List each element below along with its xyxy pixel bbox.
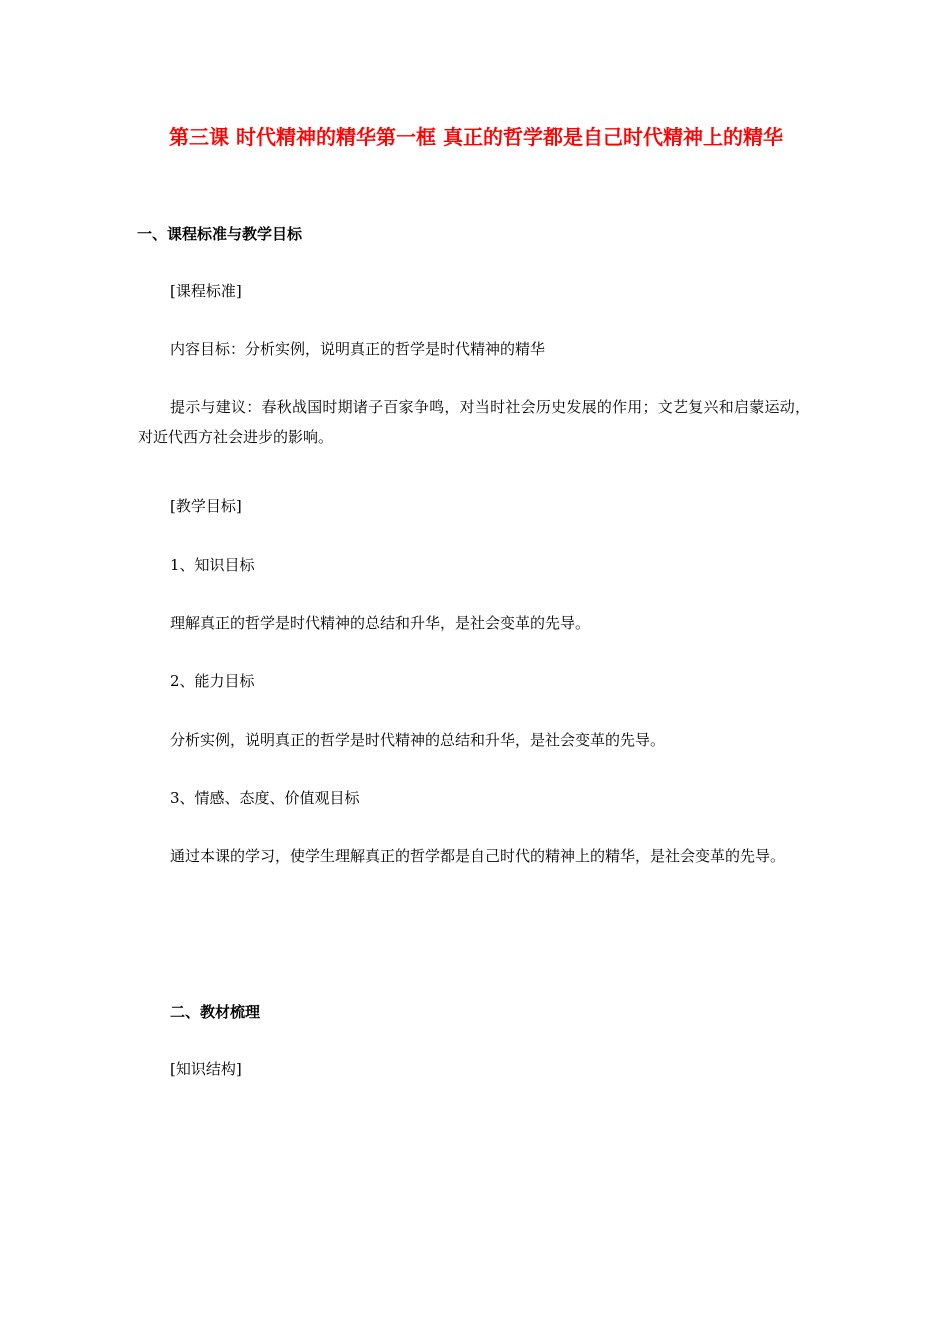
document-title: 第三课 时代精神的精华第一框 真正的哲学都是自己时代精神上的精华 xyxy=(169,125,783,149)
section-heading-1: 一、课程标准与教学目标 xyxy=(137,225,303,243)
knowledge-structure-label: [知识结构] xyxy=(170,1060,242,1078)
goal-1-text: 理解真正的哲学是时代精神的总结和升华，是社会变革的先导。 xyxy=(170,614,591,632)
hint-paragraph: 提示与建议：春秋战国时期诸子百家争鸣，对当时社会历史发展的作用；文艺复兴和启蒙运动，对近代西方社会进步的影响。 xyxy=(138,398,810,446)
curriculum-standard-label: [课程标准] xyxy=(170,282,242,300)
teaching-goals-label: [教学目标] xyxy=(170,497,242,515)
goal-3-label: 3、情感、态度、价值观目标 xyxy=(170,789,360,807)
goal-2-label: 2、能力目标 xyxy=(170,672,255,690)
goal-1-label: 1、知识目标 xyxy=(170,556,255,574)
goal-3-paragraph: 通过本课的学习，使学生理解真正的哲学都是自己时代的精神上的精华，是社会变革的先导。 xyxy=(170,847,786,865)
section-heading-2: 二、教材梳理 xyxy=(170,1003,261,1021)
goal-2-text: 分析实例，说明真正的哲学是时代精神的总结和升华，是社会变革的先导。 xyxy=(170,731,666,749)
content-goal-text: 内容目标：分析实例，说明真正的哲学是时代精神的精华 xyxy=(170,340,546,358)
